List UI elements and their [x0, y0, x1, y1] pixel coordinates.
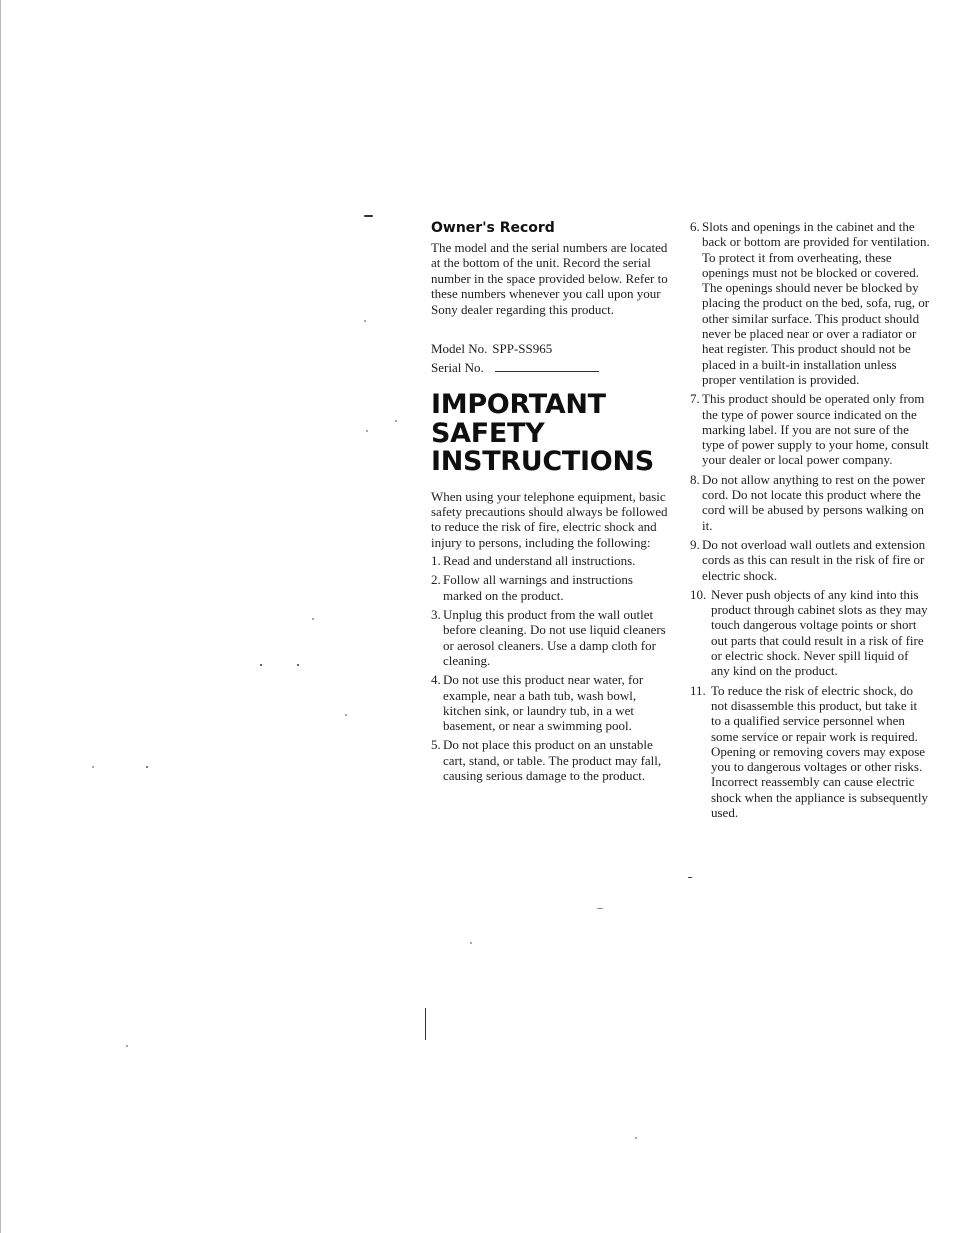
safety-heading-line: SAFETY [431, 417, 545, 449]
scan-speck [345, 714, 347, 716]
model-number-row [431, 339, 671, 358]
owners-record-body: The model and the serial numbers are located at the bottom of the unit. Record the serial number in the space provided below. Refer to these numbers whenever you call upon your Sony dealer regarding this product. [431, 240, 668, 317]
scan-speck [146, 766, 148, 768]
safety-list-right [690, 219, 930, 820]
list-item: 1. Read and understand all instructions. [431, 553, 636, 569]
list-item: 5. Do not place this product on an unstable cart, stand, or table. The product may fall, causing serious damage to the product. [431, 737, 662, 784]
scan-edge [0, 0, 1, 1233]
list-item: 10. Never push objects of any kind into this product through cabinet slots as they may touch dangerous voltage points or short out parts that could result in a risk of fire or electric shock. Never spill liquid of any kind on the product. [690, 586, 928, 679]
serial-number-label: Serial No. [431, 360, 484, 376]
scan-speck [297, 664, 299, 666]
list-item: 8. Do not allow anything to rest on the power cord. Do not locate this product where the cord will be abused by persons walking on it. [690, 471, 926, 533]
scan-speck [470, 942, 472, 944]
list-item: 2. Follow all warnings and instructions marked on the product. [431, 572, 633, 603]
list-item: 3. Unplug this product from the wall outlet before cleaning. Do not use liquid cleaners or aerosol cleaners. Use a damp cloth for cleaning. [431, 607, 666, 668]
right-column [690, 219, 930, 824]
serial-number-blank [495, 359, 599, 372]
scan-speck [92, 766, 94, 768]
scan-speck [635, 1137, 637, 1139]
scan-speck [366, 430, 368, 432]
serial-number-row [431, 358, 671, 377]
owners-record-heading: Owner's Record [431, 220, 555, 236]
list-item: 6. Slots and openings in the cabinet and the back or bottom are provided for ventilation. To protect it from overheating, these openings must not be blocked or covered. The openings should never be blocked by placing the product on the bed, sofa, rug, or other similar surface. This product should never be placed near or over a radiator or heat register. This product should not be placed in a built-in installation unless proper ventilation is provided. [690, 219, 930, 387]
model-number-value: SPP-SS965 [492, 341, 553, 357]
list-item: 7. This product should be operated only from the type of power source indicated on the marking label. If you are not sure of the type of power supply to your home, consult your dealer or local power company. [690, 391, 929, 468]
left-column [431, 219, 671, 787]
record-fields [431, 339, 671, 377]
list-item: 4. Do not use this product near water, for example, near a bath tub, wash bowl, kitchen sink, or laundry tub, in a wet basement, or near a swimming pool. [431, 672, 644, 734]
scan-speck [260, 664, 262, 666]
scan-speck [312, 618, 314, 620]
scan-speck [688, 877, 692, 878]
scan-speck [364, 320, 366, 322]
safety-heading-line: INSTRUCTIONS [431, 446, 654, 478]
scan-speck [395, 420, 397, 422]
safety-heading-line: IMPORTANT [431, 389, 606, 421]
safety-heading [431, 391, 671, 477]
safety-list-left [431, 553, 671, 783]
scan-mark [425, 1008, 426, 1040]
scan-speck [364, 215, 373, 217]
scan-speck [126, 1045, 128, 1047]
model-number-label: Model No. [431, 341, 488, 357]
list-item: 11. To reduce the risk of electric shock, do not disassemble this product, but take it to a qualified service personnel when some service or repair work is required. Opening or removing covers may expose you to dangerous voltages or other risks. Incorrect reassembly can cause electric shock when the appliance is subsequently used. [690, 682, 928, 820]
safety-intro: When using your telephone equipment, basic safety precautions should always be followed to reduce the risk of fire, electric shock and injury to persons, including the following: [431, 488, 668, 550]
list-item: 9. Do not overload wall outlets and extension cords as this can result in the risk of fire or electric shock. [690, 536, 926, 583]
scan-speck [597, 908, 603, 909]
